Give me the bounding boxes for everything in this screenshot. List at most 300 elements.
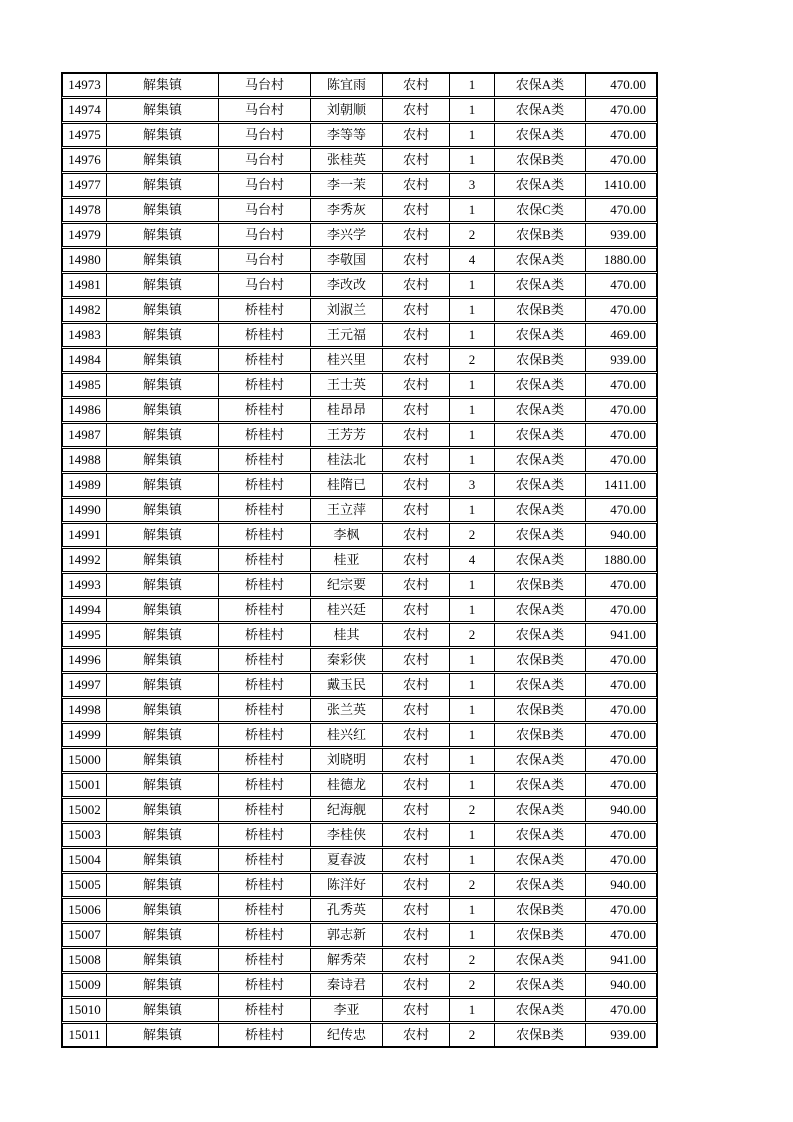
cell-village: 桥桂村 xyxy=(219,724,311,746)
cell-person-count: 1 xyxy=(450,649,495,671)
cell-serial-number: 14974 xyxy=(63,99,107,121)
cell-amount: 941.00 xyxy=(610,952,646,967)
cell-serial-number: 14995 xyxy=(63,624,107,646)
cell-person-name: 桂隋已 xyxy=(311,474,383,496)
cell-person-count: 1 xyxy=(450,374,495,396)
cell-village: 桥桂村 xyxy=(219,324,311,346)
cell-town: 解集镇 xyxy=(107,174,219,196)
cell-serial-number: 15001 xyxy=(63,774,107,796)
cell-person-name: 秦彩侠 xyxy=(311,649,383,671)
cell-serial-number: 14988 xyxy=(63,449,107,471)
cell-insurance-category: 农保A类 xyxy=(495,749,586,771)
cell-insurance-category: 农保B类 xyxy=(495,224,586,246)
cell-amount: 940.00 xyxy=(610,877,646,892)
cell-town: 解集镇 xyxy=(107,874,219,896)
cell-person-count: 1 xyxy=(450,899,495,921)
table-row xyxy=(62,623,657,647)
table-row xyxy=(62,998,657,1022)
cell-town: 解集镇 xyxy=(107,374,219,396)
cell-amount: 940.00 xyxy=(610,977,646,992)
cell-person-count: 1 xyxy=(450,324,495,346)
cell-serial-number: 14979 xyxy=(63,224,107,246)
cell-insurance-category: 农保A类 xyxy=(495,599,586,621)
cell-household-type: 农村 xyxy=(383,99,450,121)
cell-village: 马台村 xyxy=(219,199,311,221)
cell-town: 解集镇 xyxy=(107,924,219,946)
cell-person-count: 1 xyxy=(450,124,495,146)
cell-household-type: 农村 xyxy=(383,199,450,221)
cell-serial-number: 15005 xyxy=(63,874,107,896)
cell-household-type: 农村 xyxy=(383,549,450,571)
cell-person-name: 李敬国 xyxy=(311,249,383,271)
cell-amount: 1411.00 xyxy=(604,477,646,492)
cell-person-count: 1 xyxy=(450,999,495,1021)
cell-town: 解集镇 xyxy=(107,499,219,521)
cell-insurance-category: 农保A类 xyxy=(495,274,586,296)
cell-person-count: 4 xyxy=(450,549,495,571)
cell-village: 桥桂村 xyxy=(219,374,311,396)
cell-town: 解集镇 xyxy=(107,849,219,871)
cell-serial-number: 14977 xyxy=(63,174,107,196)
table-row xyxy=(62,448,657,472)
cell-person-count: 2 xyxy=(450,799,495,821)
cell-village: 桥桂村 xyxy=(219,449,311,471)
cell-serial-number: 14986 xyxy=(63,399,107,421)
cell-insurance-category: 农保A类 xyxy=(495,774,586,796)
cell-person-name: 王芳芳 xyxy=(311,424,383,446)
cell-serial-number: 14989 xyxy=(63,474,107,496)
table-row xyxy=(62,773,657,797)
cell-village: 桥桂村 xyxy=(219,574,311,596)
cell-insurance-category: 农保B类 xyxy=(495,574,586,596)
cell-amount: 470.00 xyxy=(610,652,646,667)
cell-town: 解集镇 xyxy=(107,599,219,621)
cell-insurance-category: 农保A类 xyxy=(495,799,586,821)
table-row xyxy=(62,223,657,247)
cell-person-name: 桂兴里 xyxy=(311,349,383,371)
cell-serial-number: 14996 xyxy=(63,649,107,671)
cell-town: 解集镇 xyxy=(107,624,219,646)
table-row xyxy=(62,698,657,722)
cell-village: 桥桂村 xyxy=(219,1024,311,1046)
cell-village: 桥桂村 xyxy=(219,849,311,871)
table-row xyxy=(62,498,657,522)
cell-amount: 470.00 xyxy=(610,302,646,317)
cell-village: 桥桂村 xyxy=(219,349,311,371)
cell-town: 解集镇 xyxy=(107,99,219,121)
table-row xyxy=(62,523,657,547)
cell-insurance-category: 农保A类 xyxy=(495,449,586,471)
cell-town: 解集镇 xyxy=(107,1024,219,1046)
cell-serial-number: 14982 xyxy=(63,299,107,321)
cell-amount: 470.00 xyxy=(610,902,646,917)
table-row xyxy=(62,548,657,572)
cell-town: 解集镇 xyxy=(107,949,219,971)
cell-amount: 1410.00 xyxy=(603,177,646,192)
payment-table xyxy=(61,72,658,1048)
cell-village: 桥桂村 xyxy=(219,599,311,621)
cell-person-count: 3 xyxy=(450,174,495,196)
cell-town: 解集镇 xyxy=(107,974,219,996)
cell-amount: 470.00 xyxy=(610,127,646,142)
cell-person-count: 1 xyxy=(450,599,495,621)
cell-person-name: 纪宗要 xyxy=(311,574,383,596)
cell-person-count: 1 xyxy=(450,674,495,696)
cell-insurance-category: 农保B类 xyxy=(495,299,586,321)
cell-person-count: 1 xyxy=(450,499,495,521)
cell-serial-number: 14991 xyxy=(63,524,107,546)
cell-village: 桥桂村 xyxy=(219,924,311,946)
cell-person-name: 王士英 xyxy=(311,374,383,396)
cell-amount: 470.00 xyxy=(610,77,646,92)
cell-village: 桥桂村 xyxy=(219,624,311,646)
cell-household-type: 农村 xyxy=(383,149,450,171)
cell-person-name: 刘晓明 xyxy=(311,749,383,771)
cell-village: 桥桂村 xyxy=(219,524,311,546)
cell-insurance-category: 农保A类 xyxy=(495,949,586,971)
cell-person-name: 郭志新 xyxy=(311,924,383,946)
cell-serial-number: 14992 xyxy=(63,549,107,571)
cell-insurance-category: 农保A类 xyxy=(495,974,586,996)
cell-insurance-category: 农保B类 xyxy=(495,899,586,921)
table-row xyxy=(62,473,657,497)
cell-person-count: 2 xyxy=(450,949,495,971)
cell-amount: 470.00 xyxy=(610,502,646,517)
cell-amount: 470.00 xyxy=(610,602,646,617)
cell-insurance-category: 农保A类 xyxy=(495,849,586,871)
cell-person-count: 1 xyxy=(450,724,495,746)
table-row xyxy=(62,1023,657,1047)
cell-amount: 470.00 xyxy=(610,452,646,467)
cell-amount: 470.00 xyxy=(610,1002,646,1017)
cell-person-name: 桂其 xyxy=(311,624,383,646)
table-body xyxy=(62,73,657,1047)
cell-person-count: 1 xyxy=(450,149,495,171)
table-row xyxy=(62,398,657,422)
cell-village: 马台村 xyxy=(219,274,311,296)
cell-person-name: 戴玉民 xyxy=(311,674,383,696)
cell-serial-number: 14981 xyxy=(63,274,107,296)
cell-person-count: 2 xyxy=(450,1024,495,1046)
cell-town: 解集镇 xyxy=(107,824,219,846)
table-row xyxy=(62,148,657,172)
cell-household-type: 农村 xyxy=(383,774,450,796)
cell-village: 桥桂村 xyxy=(219,699,311,721)
cell-person-count: 1 xyxy=(450,774,495,796)
cell-serial-number: 15000 xyxy=(63,749,107,771)
cell-amount: 470.00 xyxy=(610,777,646,792)
cell-household-type: 农村 xyxy=(383,299,450,321)
cell-amount: 470.00 xyxy=(610,402,646,417)
cell-town: 解集镇 xyxy=(107,749,219,771)
cell-household-type: 农村 xyxy=(383,924,450,946)
cell-household-type: 农村 xyxy=(383,624,450,646)
cell-town: 解集镇 xyxy=(107,399,219,421)
cell-serial-number: 14978 xyxy=(63,199,107,221)
cell-insurance-category: 农保B类 xyxy=(495,149,586,171)
cell-insurance-category: 农保A类 xyxy=(495,249,586,271)
cell-village: 马台村 xyxy=(219,99,311,121)
cell-household-type: 农村 xyxy=(383,674,450,696)
cell-town: 解集镇 xyxy=(107,349,219,371)
cell-household-type: 农村 xyxy=(383,374,450,396)
cell-person-name: 刘朝顺 xyxy=(311,99,383,121)
cell-village: 马台村 xyxy=(219,149,311,171)
cell-person-name: 孔秀英 xyxy=(311,899,383,921)
cell-village: 桥桂村 xyxy=(219,549,311,571)
cell-household-type: 农村 xyxy=(383,399,450,421)
cell-person-name: 桂兴廷 xyxy=(311,599,383,621)
cell-village: 桥桂村 xyxy=(219,299,311,321)
cell-person-name: 张兰英 xyxy=(311,699,383,721)
cell-serial-number: 15008 xyxy=(63,949,107,971)
cell-village: 桥桂村 xyxy=(219,774,311,796)
cell-person-count: 1 xyxy=(450,424,495,446)
cell-amount: 469.00 xyxy=(610,327,646,342)
cell-serial-number: 14984 xyxy=(63,349,107,371)
cell-insurance-category: 农保B类 xyxy=(495,699,586,721)
cell-insurance-category: 农保B类 xyxy=(495,349,586,371)
cell-household-type: 农村 xyxy=(383,874,450,896)
cell-insurance-category: 农保A类 xyxy=(495,424,586,446)
cell-person-count: 3 xyxy=(450,474,495,496)
cell-town: 解集镇 xyxy=(107,674,219,696)
cell-amount: 470.00 xyxy=(610,677,646,692)
cell-household-type: 农村 xyxy=(383,274,450,296)
cell-insurance-category: 农保A类 xyxy=(495,99,586,121)
cell-serial-number: 15002 xyxy=(63,799,107,821)
cell-village: 桥桂村 xyxy=(219,649,311,671)
cell-insurance-category: 农保A类 xyxy=(495,74,586,96)
cell-household-type: 农村 xyxy=(383,324,450,346)
cell-insurance-category: 农保A类 xyxy=(495,874,586,896)
cell-person-name: 桂昂昂 xyxy=(311,399,383,421)
cell-amount: 470.00 xyxy=(610,427,646,442)
cell-town: 解集镇 xyxy=(107,249,219,271)
cell-amount: 470.00 xyxy=(610,752,646,767)
cell-town: 解集镇 xyxy=(107,424,219,446)
cell-person-name: 王立萍 xyxy=(311,499,383,521)
cell-town: 解集镇 xyxy=(107,574,219,596)
cell-insurance-category: 农保B类 xyxy=(495,1024,586,1046)
cell-town: 解集镇 xyxy=(107,549,219,571)
cell-town: 解集镇 xyxy=(107,524,219,546)
cell-insurance-category: 农保A类 xyxy=(495,499,586,521)
table-row xyxy=(62,423,657,447)
cell-town: 解集镇 xyxy=(107,699,219,721)
cell-amount: 470.00 xyxy=(610,377,646,392)
cell-serial-number: 15009 xyxy=(63,974,107,996)
table-row xyxy=(62,823,657,847)
cell-amount: 1880.00 xyxy=(603,552,646,567)
cell-person-name: 李改改 xyxy=(311,274,383,296)
cell-person-name: 李桂侠 xyxy=(311,824,383,846)
cell-insurance-category: 农保A类 xyxy=(495,824,586,846)
cell-person-name: 纪海舰 xyxy=(311,799,383,821)
cell-person-name: 李亚 xyxy=(311,999,383,1021)
cell-village: 桥桂村 xyxy=(219,749,311,771)
cell-town: 解集镇 xyxy=(107,449,219,471)
cell-person-name: 纪传忠 xyxy=(311,1024,383,1046)
cell-town: 解集镇 xyxy=(107,999,219,1021)
cell-village: 桥桂村 xyxy=(219,949,311,971)
table-row xyxy=(62,798,657,822)
table-row xyxy=(62,723,657,747)
cell-village: 马台村 xyxy=(219,74,311,96)
cell-person-count: 2 xyxy=(450,224,495,246)
cell-person-count: 1 xyxy=(450,449,495,471)
cell-person-name: 张桂英 xyxy=(311,149,383,171)
cell-insurance-category: 农保A类 xyxy=(495,999,586,1021)
cell-household-type: 农村 xyxy=(383,724,450,746)
cell-person-count: 2 xyxy=(450,874,495,896)
cell-person-count: 2 xyxy=(450,624,495,646)
cell-serial-number: 14993 xyxy=(63,574,107,596)
cell-town: 解集镇 xyxy=(107,74,219,96)
cell-serial-number: 14985 xyxy=(63,374,107,396)
table-row xyxy=(62,873,657,897)
cell-person-name: 李秀灰 xyxy=(311,199,383,221)
cell-serial-number: 15006 xyxy=(63,899,107,921)
table-row xyxy=(62,273,657,297)
cell-person-count: 1 xyxy=(450,849,495,871)
cell-amount: 939.00 xyxy=(610,352,646,367)
cell-person-name: 李兴学 xyxy=(311,224,383,246)
cell-person-count: 1 xyxy=(450,74,495,96)
table-row xyxy=(62,898,657,922)
cell-serial-number: 14976 xyxy=(63,149,107,171)
cell-household-type: 农村 xyxy=(383,1024,450,1046)
cell-serial-number: 14997 xyxy=(63,674,107,696)
cell-village: 桥桂村 xyxy=(219,474,311,496)
table-row xyxy=(62,173,657,197)
cell-person-name: 解秀荣 xyxy=(311,949,383,971)
cell-household-type: 农村 xyxy=(383,599,450,621)
table-row xyxy=(62,648,657,672)
cell-person-count: 1 xyxy=(450,924,495,946)
cell-serial-number: 14999 xyxy=(63,724,107,746)
cell-amount: 940.00 xyxy=(610,527,646,542)
cell-person-count: 1 xyxy=(450,824,495,846)
cell-person-count: 1 xyxy=(450,699,495,721)
cell-village: 桥桂村 xyxy=(219,499,311,521)
cell-person-name: 陈宜雨 xyxy=(311,74,383,96)
table-row xyxy=(62,323,657,347)
cell-town: 解集镇 xyxy=(107,199,219,221)
cell-person-name: 陈洋好 xyxy=(311,874,383,896)
cell-serial-number: 15004 xyxy=(63,849,107,871)
cell-serial-number: 15007 xyxy=(63,924,107,946)
cell-insurance-category: 农保B类 xyxy=(495,924,586,946)
cell-village: 桥桂村 xyxy=(219,999,311,1021)
cell-village: 马台村 xyxy=(219,124,311,146)
cell-person-count: 2 xyxy=(450,349,495,371)
table-row xyxy=(62,848,657,872)
cell-person-count: 1 xyxy=(450,749,495,771)
cell-household-type: 农村 xyxy=(383,124,450,146)
cell-insurance-category: 农保B类 xyxy=(495,649,586,671)
table-row xyxy=(62,123,657,147)
table-row xyxy=(62,248,657,272)
cell-serial-number: 15003 xyxy=(63,824,107,846)
cell-town: 解集镇 xyxy=(107,274,219,296)
cell-amount: 470.00 xyxy=(610,827,646,842)
cell-insurance-category: 农保A类 xyxy=(495,124,586,146)
table-row xyxy=(62,973,657,997)
cell-amount: 470.00 xyxy=(610,102,646,117)
table-row xyxy=(62,373,657,397)
table-row xyxy=(62,598,657,622)
cell-village: 桥桂村 xyxy=(219,674,311,696)
cell-household-type: 农村 xyxy=(383,524,450,546)
cell-household-type: 农村 xyxy=(383,474,450,496)
cell-serial-number: 14994 xyxy=(63,599,107,621)
cell-town: 解集镇 xyxy=(107,149,219,171)
cell-household-type: 农村 xyxy=(383,224,450,246)
cell-person-count: 1 xyxy=(450,274,495,296)
cell-insurance-category: 农保C类 xyxy=(495,199,586,221)
cell-household-type: 农村 xyxy=(383,974,450,996)
cell-serial-number: 14975 xyxy=(63,124,107,146)
cell-household-type: 农村 xyxy=(383,649,450,671)
cell-village: 桥桂村 xyxy=(219,899,311,921)
cell-insurance-category: 农保A类 xyxy=(495,474,586,496)
cell-amount: 939.00 xyxy=(610,1027,646,1042)
cell-household-type: 农村 xyxy=(383,799,450,821)
cell-person-name: 秦诗君 xyxy=(311,974,383,996)
cell-household-type: 农村 xyxy=(383,824,450,846)
cell-household-type: 农村 xyxy=(383,449,450,471)
cell-town: 解集镇 xyxy=(107,899,219,921)
cell-serial-number: 14990 xyxy=(63,499,107,521)
table-row xyxy=(62,98,657,122)
cell-town: 解集镇 xyxy=(107,649,219,671)
cell-serial-number: 14973 xyxy=(63,74,107,96)
cell-village: 桥桂村 xyxy=(219,424,311,446)
cell-village: 马台村 xyxy=(219,224,311,246)
cell-household-type: 农村 xyxy=(383,999,450,1021)
cell-town: 解集镇 xyxy=(107,299,219,321)
cell-serial-number: 14983 xyxy=(63,324,107,346)
cell-village: 马台村 xyxy=(219,174,311,196)
cell-person-count: 1 xyxy=(450,574,495,596)
cell-person-name: 李枫 xyxy=(311,524,383,546)
cell-person-name: 桂兴红 xyxy=(311,724,383,746)
cell-person-name: 夏春波 xyxy=(311,849,383,871)
cell-serial-number: 15011 xyxy=(63,1024,107,1046)
cell-village: 桥桂村 xyxy=(219,974,311,996)
cell-serial-number: 15010 xyxy=(63,999,107,1021)
table-row xyxy=(62,198,657,222)
cell-household-type: 农村 xyxy=(383,424,450,446)
cell-insurance-category: 农保A类 xyxy=(495,674,586,696)
cell-amount: 940.00 xyxy=(610,802,646,817)
cell-amount: 470.00 xyxy=(610,277,646,292)
cell-person-name: 刘淑兰 xyxy=(311,299,383,321)
table-row xyxy=(62,748,657,772)
cell-amount: 1880.00 xyxy=(603,252,646,267)
cell-person-name: 桂亚 xyxy=(311,549,383,571)
cell-insurance-category: 农保A类 xyxy=(495,549,586,571)
cell-household-type: 农村 xyxy=(383,749,450,771)
cell-town: 解集镇 xyxy=(107,774,219,796)
cell-person-count: 1 xyxy=(450,99,495,121)
cell-household-type: 农村 xyxy=(383,574,450,596)
cell-amount: 470.00 xyxy=(610,727,646,742)
cell-person-name: 桂法北 xyxy=(311,449,383,471)
cell-person-name: 桂德龙 xyxy=(311,774,383,796)
table-row xyxy=(62,673,657,697)
